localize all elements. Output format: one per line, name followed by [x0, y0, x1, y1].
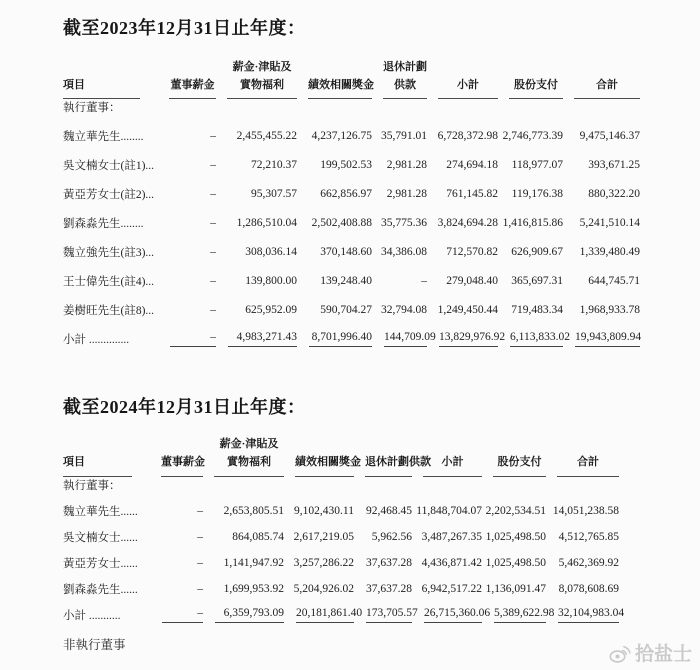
value-cell: 118,977.07: [511, 159, 563, 172]
value-cell: 864,085.74: [232, 530, 284, 543]
value-cell: 1,286,510.04: [236, 217, 297, 230]
value-cell: 14,051,238.58: [552, 504, 619, 517]
subtotal-row: [63, 318, 640, 347]
value-cell: 5,962.56: [371, 530, 412, 543]
header-row: [63, 58, 640, 99]
data-row: [63, 115, 640, 144]
value-cell: 4,512,765.85: [558, 530, 619, 543]
value-cell: –: [210, 246, 216, 259]
value-cell: 590,704.27: [320, 304, 372, 317]
compensation-table-2023: [63, 58, 640, 347]
value-cell: 6,728,372.98: [437, 130, 498, 143]
value-cell: 1,141,947.92: [223, 556, 284, 569]
value-cell: 1,025,498.50: [485, 556, 546, 569]
column-header: 項目: [63, 435, 150, 476]
value-cell: 19,943,809.94: [563, 318, 640, 347]
clipped-next-row: 非執行董事: [63, 637, 126, 652]
value-cell: 761,145.82: [446, 188, 498, 201]
value-cell: 8,078,608.69: [558, 582, 619, 595]
value-cell: 626,909.67: [511, 246, 563, 259]
value-cell: 2,502,408.88: [311, 217, 372, 230]
value-cell: 644,745.71: [588, 275, 640, 288]
compensation-table-2024: [63, 435, 625, 622]
value-cell: 370,148.60: [320, 246, 372, 259]
value-cell: 26,715,360.06: [412, 597, 482, 623]
column-header: 退休計劃 供款: [372, 58, 427, 99]
column-header: 小計: [412, 435, 482, 476]
data-row: [63, 144, 640, 173]
value-cell: –: [210, 275, 216, 288]
group-label: 執行董事：: [63, 102, 121, 115]
value-cell: 2,981.28: [386, 188, 427, 201]
row-label: 劉森淼先生........: [63, 218, 144, 231]
row-label: 姜樹旺先生(註8)...: [63, 305, 155, 318]
value-cell: 279,048.40: [446, 275, 498, 288]
column-header: 合計: [563, 58, 640, 99]
value-cell: 9,102,430.11: [294, 504, 354, 517]
value-cell: 274,694.18: [446, 159, 498, 172]
value-cell: 6,359,793.09: [203, 597, 284, 623]
value-cell: 1,136,091.47: [485, 582, 546, 595]
value-cell: 662,856.97: [320, 188, 372, 201]
value-cell: 92,468.45: [366, 504, 412, 517]
column-header: 合計: [546, 435, 619, 476]
value-cell: 1,699,953.92: [223, 582, 284, 595]
value-cell: 393,671.25: [588, 159, 640, 172]
value-cell: 719,483.34: [511, 304, 563, 317]
row-label: 吳文楠女士(註1)...: [63, 160, 155, 173]
value-cell: 139,248.40: [320, 275, 372, 288]
row-label: 魏立華先生......: [63, 505, 138, 518]
value-cell: 2,202,534.51: [485, 504, 546, 517]
value-cell: 1,339,480.49: [579, 246, 640, 259]
data-row: [63, 260, 640, 289]
column-header: 項目: [63, 58, 158, 99]
value-cell: 37,637.28: [366, 556, 412, 569]
value-cell: 32,794.08: [381, 304, 427, 317]
column-header: 薪金·津貼及 實物福利: [203, 435, 284, 476]
value-cell: –: [158, 318, 216, 347]
watermark-text: 拾盐士: [634, 644, 692, 665]
column-header: 績效相關獎金: [284, 435, 354, 476]
value-cell: –: [197, 504, 203, 517]
column-header: 董事薪金: [158, 58, 216, 99]
value-cell: 2,653,805.51: [223, 504, 284, 517]
value-cell: 2,746,773.39: [502, 130, 563, 143]
value-cell: 2,455,455.22: [236, 130, 297, 143]
data-row: [63, 173, 640, 202]
weibo-icon: [608, 642, 632, 664]
section-title-2023: 截至2023年12月31日止年度：: [63, 18, 306, 38]
value-cell: 5,241,510.14: [579, 217, 640, 230]
value-cell: 3,257,286.22: [293, 556, 354, 569]
row-label: 王士偉先生(註4)...: [63, 276, 155, 289]
row-label: 小計 ...........: [63, 609, 121, 622]
data-row: [63, 519, 619, 545]
value-cell: 5,204,926.02: [293, 582, 354, 595]
column-header: 績效相關獎金: [297, 58, 372, 99]
value-cell: 4,436,871.42: [421, 556, 482, 569]
value-cell: 712,570.82: [446, 246, 498, 259]
row-label: 劉森淼先生......: [63, 583, 138, 596]
group-label: 執行董事：: [63, 479, 121, 492]
column-header: 股份支付: [498, 58, 563, 99]
data-row: [63, 231, 640, 260]
row-label: 吳文楠女士......: [63, 531, 138, 544]
value-cell: 8,701,996.40: [297, 318, 372, 347]
value-cell: –: [210, 304, 216, 317]
value-cell: 72,210.37: [251, 159, 297, 172]
value-cell: –: [210, 130, 216, 143]
value-cell: 144,709.09: [372, 318, 427, 347]
table-header-2023: [63, 58, 640, 99]
value-cell: 20,181,861.40: [284, 597, 354, 623]
column-header: 薪金·津貼及 實物福利: [216, 58, 297, 99]
value-cell: 35,791.01: [381, 130, 427, 143]
column-header: 董事薪金: [150, 435, 203, 476]
value-cell: 13,829,976.92: [427, 318, 498, 347]
value-cell: 6,942,517.22: [421, 582, 482, 595]
data-row: [63, 289, 640, 318]
value-cell: 2,617,219.05: [293, 530, 354, 543]
value-cell: –: [210, 159, 216, 172]
section-title-2024: 截至2024年12月31日止年度：: [63, 397, 306, 418]
row-label: 黃亞芳女士......: [63, 557, 138, 570]
value-cell: 199,502.53: [320, 159, 372, 172]
data-row: [63, 545, 619, 571]
value-cell: 4,237,126.75: [311, 130, 372, 143]
row-label: 魏立華先生........: [63, 131, 144, 144]
value-cell: 1,416,815.86: [502, 217, 563, 230]
value-cell: 1,025,498.50: [485, 530, 546, 543]
value-cell: 880,322.20: [588, 188, 640, 201]
value-cell: 5,389,622.98: [482, 597, 546, 623]
value-cell: –: [210, 188, 216, 201]
row-label: 魏立強先生(註3)...: [63, 247, 155, 260]
group-row: [63, 99, 640, 115]
row-label: 小計 ..............: [63, 334, 130, 347]
column-header: 退休計劃供款: [354, 435, 412, 476]
value-cell: 3,824,694.28: [437, 217, 498, 230]
value-cell: –: [150, 597, 203, 623]
value-cell: 4,983,271.43: [216, 318, 297, 347]
value-cell: 11,848,704.07: [416, 504, 482, 517]
group-row: [63, 477, 619, 493]
value-cell: –: [197, 556, 203, 569]
value-cell: –: [421, 275, 427, 288]
value-cell: 308,036.14: [245, 246, 297, 259]
value-cell: 119,176.38: [511, 188, 563, 201]
value-cell: 34,386.08: [381, 246, 427, 259]
data-row: [63, 202, 640, 231]
value-cell: –: [197, 582, 203, 595]
value-cell: –: [210, 217, 216, 230]
column-header: 小計: [427, 58, 498, 99]
subtotal-row: [63, 597, 619, 623]
table-body-2023: [63, 99, 640, 347]
value-cell: 1,968,933.78: [579, 304, 640, 317]
watermark: [608, 639, 692, 666]
value-cell: 625,952.09: [245, 304, 297, 317]
value-cell: 3,487,267.35: [421, 530, 482, 543]
value-cell: 6,113,833.02: [498, 318, 563, 347]
document-page: [0, 14, 700, 670]
data-row: [63, 571, 619, 597]
value-cell: 365,697.31: [511, 275, 563, 288]
value-cell: 2,981.28: [386, 159, 427, 172]
header-row: [63, 435, 619, 476]
value-cell: 9,475,146.37: [579, 130, 640, 143]
value-cell: 37,637.28: [366, 582, 412, 595]
value-cell: –: [197, 530, 203, 543]
value-cell: 1,249,450.44: [437, 304, 498, 317]
value-cell: 35,775.36: [381, 217, 427, 230]
value-cell: 139,800.00: [245, 275, 297, 288]
row-label: 黃亞芳女士(註2)...: [63, 189, 155, 202]
data-row: [63, 493, 619, 519]
table-header-2024: [63, 435, 619, 476]
value-cell: 5,462,369.92: [558, 556, 619, 569]
value-cell: 32,104,983.04: [546, 597, 619, 623]
value-cell: 173,705.57: [354, 597, 412, 623]
value-cell: 95,307.57: [251, 188, 297, 201]
table-body-2024: [63, 477, 625, 623]
column-header: 股份支付: [482, 435, 546, 476]
